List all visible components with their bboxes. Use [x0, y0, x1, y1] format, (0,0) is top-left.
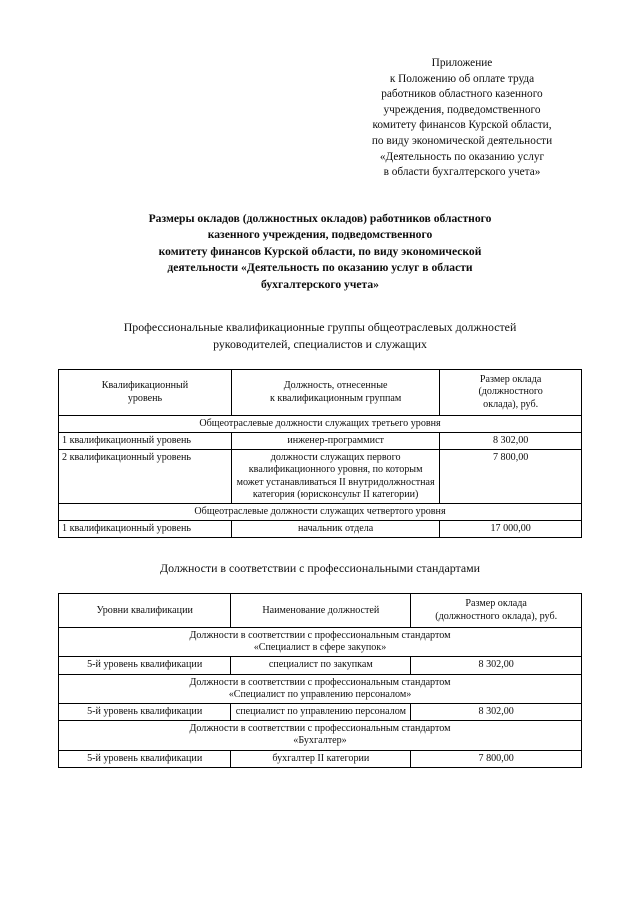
cell-position: начальник отдела — [231, 521, 439, 538]
appendix-line-6: по виду экономической деятельности — [371, 134, 553, 147]
appendix-line-7: «Деятельность по оказанию услуг — [379, 150, 545, 163]
section-heading-line-2: руководителей, специалистов и служащих — [213, 337, 427, 352]
cell-salary: 7 800,00 — [411, 750, 582, 767]
table-row — [59, 450, 582, 504]
cell-salary: 8 302,00 — [440, 433, 582, 450]
group-label-line-2: «Специалист по управлению персоналом» — [228, 688, 412, 700]
header-cell-position — [231, 370, 439, 416]
appendix-line-4: учреждения, подведомственного — [383, 103, 541, 116]
group-label-line-2: «Бухгалтер» — [293, 735, 347, 747]
cell-position-name: специалист по управлению персоналом — [231, 703, 411, 720]
table-header-row — [59, 594, 582, 627]
header-salary-line-2: (должностного — [478, 386, 543, 398]
header-cell-position-name: Наименование должностей — [231, 594, 411, 627]
appendix-line-5: комитету финансов Курской области, — [372, 119, 552, 132]
group-label-line-1: Должности в соответствии с профессиональным стандартом — [189, 723, 451, 735]
cell-qualification-level: 5-й уровень квалификации — [59, 703, 231, 720]
title-line-3: комитету финансов Курской области, по виду экономической — [158, 244, 482, 258]
cell-position-name: бухгалтер II категории — [231, 750, 411, 767]
cell-level: 2 квалификационный уровень — [59, 450, 232, 504]
group-label-hr — [59, 674, 582, 703]
group-label-accountant — [59, 721, 582, 750]
table-group-row — [59, 674, 582, 703]
cell-salary: 8 302,00 — [411, 703, 582, 720]
table-header-row — [59, 370, 582, 416]
header-cell-salary — [411, 594, 582, 627]
cell-position: должности служащих первого квалификационного уровня, по которым может устанавливаться II внутридолжностная категория (юрисконсульт II категории) — [231, 450, 439, 504]
group-label-line-2: «Специалист в сфере закупок» — [253, 642, 387, 654]
group-label-line-1: Должности в соответствии с профессиональным стандартом — [189, 629, 451, 641]
group-label-procurement — [59, 627, 582, 656]
table-row — [59, 750, 582, 767]
header-salary-line-2: (должностного оклада), руб. — [435, 610, 558, 622]
header-salary-line-1: Размер оклада — [479, 374, 542, 386]
title-line-4: деятельности «Деятельность по оказанию услуг в области — [167, 261, 473, 275]
appendix-line-1: Приложение — [431, 57, 493, 69]
title-line-5: бухгалтерского учета» — [261, 277, 379, 291]
table-row — [59, 657, 582, 674]
table-group-row — [59, 721, 582, 750]
salary-table-qualification-groups — [58, 369, 582, 538]
cell-level: 1 квалификационный уровень — [59, 433, 232, 450]
header-cell-salary — [440, 370, 582, 416]
document-title — [44, 211, 596, 294]
group-label-fourth-level: Общеотраслевые должности служащих четвертого уровня — [59, 504, 582, 521]
appendix-line-2: к Положению об оплате труда — [389, 72, 535, 85]
section-heading — [44, 319, 596, 353]
cell-qualification-level: 5-й уровень квалификации — [59, 657, 231, 674]
table-row — [59, 433, 582, 450]
cell-position: инженер-программист — [231, 433, 439, 450]
header-salary-line-1: Размер оклада — [465, 598, 527, 610]
header-position-line-2: к квалификационным группам — [270, 392, 402, 404]
cell-salary: 17 000,00 — [440, 521, 582, 538]
appendix-line-8: в области бухгалтерского учета» — [383, 166, 541, 179]
header-position-line-1: Должность, отнесенные — [283, 380, 388, 392]
cell-salary: 8 302,00 — [411, 657, 582, 674]
table-row — [59, 521, 582, 538]
appendix-header — [312, 56, 612, 181]
header-level-line-1: Квалификационный — [101, 380, 189, 392]
cell-salary: 7 800,00 — [440, 450, 582, 504]
group-label-third-level: Общеотраслевые должности служащих третьего уровня — [59, 415, 582, 432]
salary-table-professional-standards — [58, 593, 582, 767]
table-group-row — [59, 627, 582, 656]
cell-level: 1 квалификационный уровень — [59, 521, 232, 538]
header-level-line-2: уровень — [127, 392, 163, 404]
title-line-2: казенного учреждения, подведомственного — [207, 228, 433, 242]
professional-standards-heading: Должности в соответствии с профессиональными стандартами — [159, 561, 481, 576]
group-label-line-1: Должности в соответствии с профессиональным стандартом — [189, 676, 451, 688]
title-line-1: Размеры окладов (должностных окладов) работников областного — [148, 211, 492, 225]
table-row — [59, 703, 582, 720]
cell-position-name: специалист по закупкам — [231, 657, 411, 674]
table-group-row — [59, 504, 582, 521]
header-salary-line-3: оклада), руб. — [483, 398, 539, 410]
table-group-row — [59, 415, 582, 432]
appendix-line-3: работников областного казенного — [381, 88, 543, 101]
cell-qualification-level: 5-й уровень квалификации — [59, 750, 231, 767]
header-cell-level — [59, 370, 232, 416]
header-cell-qualification-level: Уровни квалификации — [59, 594, 231, 627]
section-heading-line-1: Профессиональные квалификационные группы общеотраслевых должностей — [123, 320, 517, 335]
